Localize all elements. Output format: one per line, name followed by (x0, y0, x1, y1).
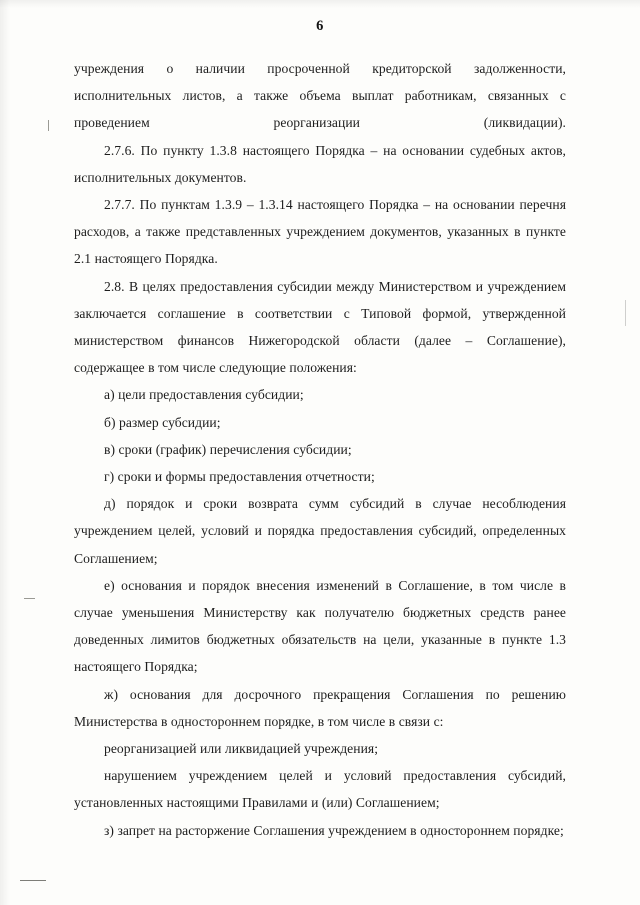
paragraph: г) сроки и формы предоставления отчетности; (104, 469, 375, 485)
paragraph: нарушением учреждением целей и условий предоставления субсидий, установленных настоящими Правилами и (или) Соглашением; (74, 768, 566, 811)
paragraph: д) порядок и сроки возврата сумм субсидий в случае несоблюдения учреждением целей, условий и порядка предоставления субсидий, определенных Соглашением; (74, 496, 566, 566)
scan-edge-top (0, 0, 640, 8)
paragraph: е) основания и порядок внесения изменений в Соглашение, в том числе в случае уменьшения Министерству как получателю бюджетных средств ранее доведенных лимитов бюджетных обязательств на цели, указанные в пункте 1.3 настоящего Порядка; (74, 577, 566, 675)
paragraph: 2.8. В целях предоставления субсидии между Министерством и учреждением заключается соглашение в соответствии с Типовой формой, утвержденной министерством финансов Нижегородской области (далее – Соглашение), содержащее в том числе следующие положения: (74, 278, 566, 376)
scan-tick-mark (48, 120, 49, 131)
paragraph: ж) основания для досрочного прекращения Соглашения по решению Министерства в одностороннем порядке, в том числе в связи с: (74, 686, 566, 729)
scan-tick-mark (24, 598, 35, 599)
page-number: 6 (316, 18, 324, 34)
scan-bottom-mark (20, 880, 46, 881)
paragraph: реорганизацией или ликвидацией учреждения; (104, 741, 379, 757)
paragraph: 2.7.6. По пункту 1.3.8 настоящего Порядка – на основании судебных актов, исполнительных документов. (74, 142, 566, 185)
paragraph: учреждения о наличии просроченной кредиторской задолженности, исполнительных листов, а также объема выплат работникам, связанных с проведением реорганизации (ликвидации). (74, 61, 566, 131)
scan-speck (625, 300, 626, 326)
paragraph: з) запрет на расторжение Соглашения учреждением в одностороннем порядке; (104, 822, 564, 838)
paragraph: б) размер субсидии; (104, 414, 221, 430)
paragraph: 2.7.7. По пунктам 1.3.9 – 1.3.14 настоящего Порядка – на основании перечня расходов, а также представленных учреждением документов, указанных в пункте 2.1 настоящего Порядка. (74, 197, 566, 267)
paragraph: а) цели предоставления субсидии; (104, 387, 304, 403)
paragraph: в) сроки (график) перечисления субсидии; (104, 441, 352, 457)
document-body (74, 55, 566, 844)
scan-edge-left (0, 0, 10, 905)
